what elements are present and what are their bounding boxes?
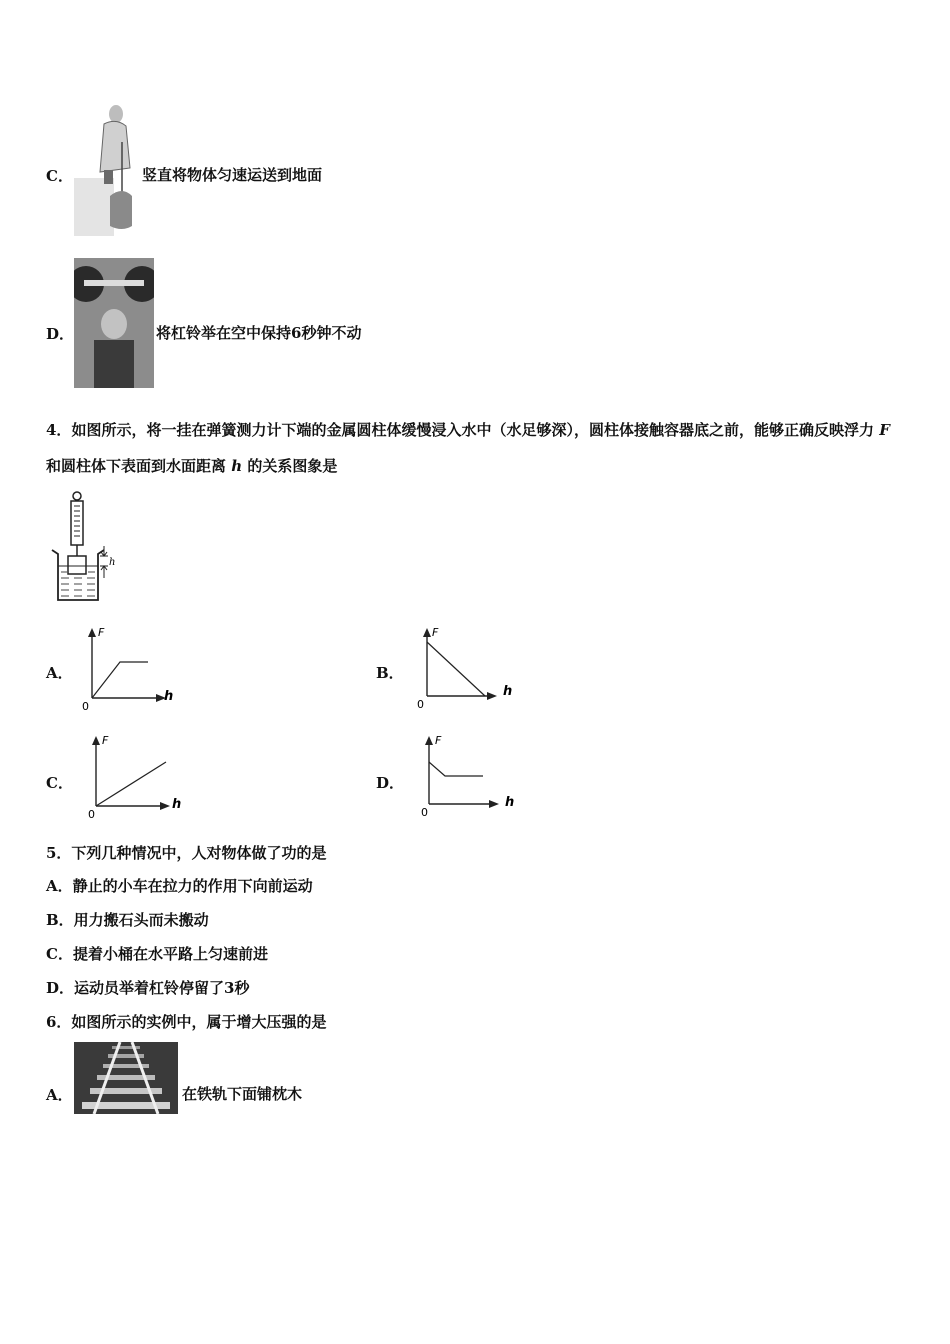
weightlifter-image (74, 258, 154, 388)
q4-graph-a[interactable] (80, 622, 180, 714)
graph-d-y-label: F (435, 734, 442, 747)
q5-option-d[interactable]: D．运动员举着杠铃停留了3秒 (46, 979, 250, 997)
graph-b-curve (427, 642, 485, 696)
q6-option-a-label[interactable]: A． (46, 1086, 73, 1104)
q6-option-a-text: 在铁轨下面铺枕木 (182, 1085, 303, 1103)
q5-stem: 5．下列几种情况中，人对物体做了功的是 (46, 844, 327, 862)
q4-option-a-label[interactable]: A． (46, 664, 73, 682)
var-f: F (879, 421, 890, 439)
q5-option-a[interactable]: A．静止的小车在拉力的作用下向前运动 (46, 877, 313, 895)
q4-option-c-label[interactable]: C． (46, 774, 73, 792)
graph-b-x-label: h (503, 684, 513, 699)
graph-d-origin: 0 (421, 806, 428, 819)
q4-graph-c[interactable] (84, 730, 184, 822)
q5-option-c[interactable]: C．提着小桶在水平路上匀速前进 (46, 945, 268, 963)
graph-b-y-label: F (432, 626, 439, 639)
q4-option-b-label[interactable]: B． (376, 664, 404, 682)
graph-b-origin: 0 (417, 698, 424, 711)
q4-stem: 4．如图所示，将一挂在弹簧测力计下端的金属圆柱体缓慢浸入水中（水足够深），圆柱体接触容器底之前，能够正确反映浮力 F 和圆柱体下表面到水面距离 h 的关系图象是 (46, 421, 890, 475)
graph-d-x-label: h (505, 795, 515, 810)
spring-scale-beaker-figure (48, 490, 118, 605)
q4-number: 4． (46, 421, 72, 439)
figure-h-label: h (109, 557, 116, 568)
q4-option-d-label[interactable]: D． (376, 774, 405, 792)
person-lowering-object-image (74, 98, 140, 236)
graph-a-y-label: F (98, 626, 105, 639)
graph-a-x-label: h (164, 689, 174, 704)
graph-c-curve (96, 762, 166, 806)
var-h: h (231, 457, 243, 475)
q3-option-d-label: D． (46, 325, 75, 343)
graph-d-curve (429, 762, 483, 776)
q3-option-c-text: 竖直将物体匀速运送到地面 (142, 166, 323, 184)
graph-a-curve (92, 662, 148, 698)
railway-track-image (74, 1042, 178, 1114)
graph-a-origin: 0 (82, 700, 89, 713)
q6-stem: 6．如图所示的实例中，属于增大压强的是 (46, 1013, 327, 1031)
q4-graph-d[interactable] (417, 730, 517, 822)
q5-option-b[interactable]: B．用力搬石头而未搬动 (46, 911, 209, 929)
graph-c-x-label: h (172, 797, 182, 812)
graph-c-origin: 0 (88, 808, 95, 821)
q3-option-d-text: 将杠铃举在空中保持6秒钟不动 (156, 324, 362, 342)
q3-option-c-label: C． (46, 167, 73, 185)
graph-c-y-label: F (102, 734, 109, 747)
q4-graph-b[interactable] (415, 622, 515, 714)
